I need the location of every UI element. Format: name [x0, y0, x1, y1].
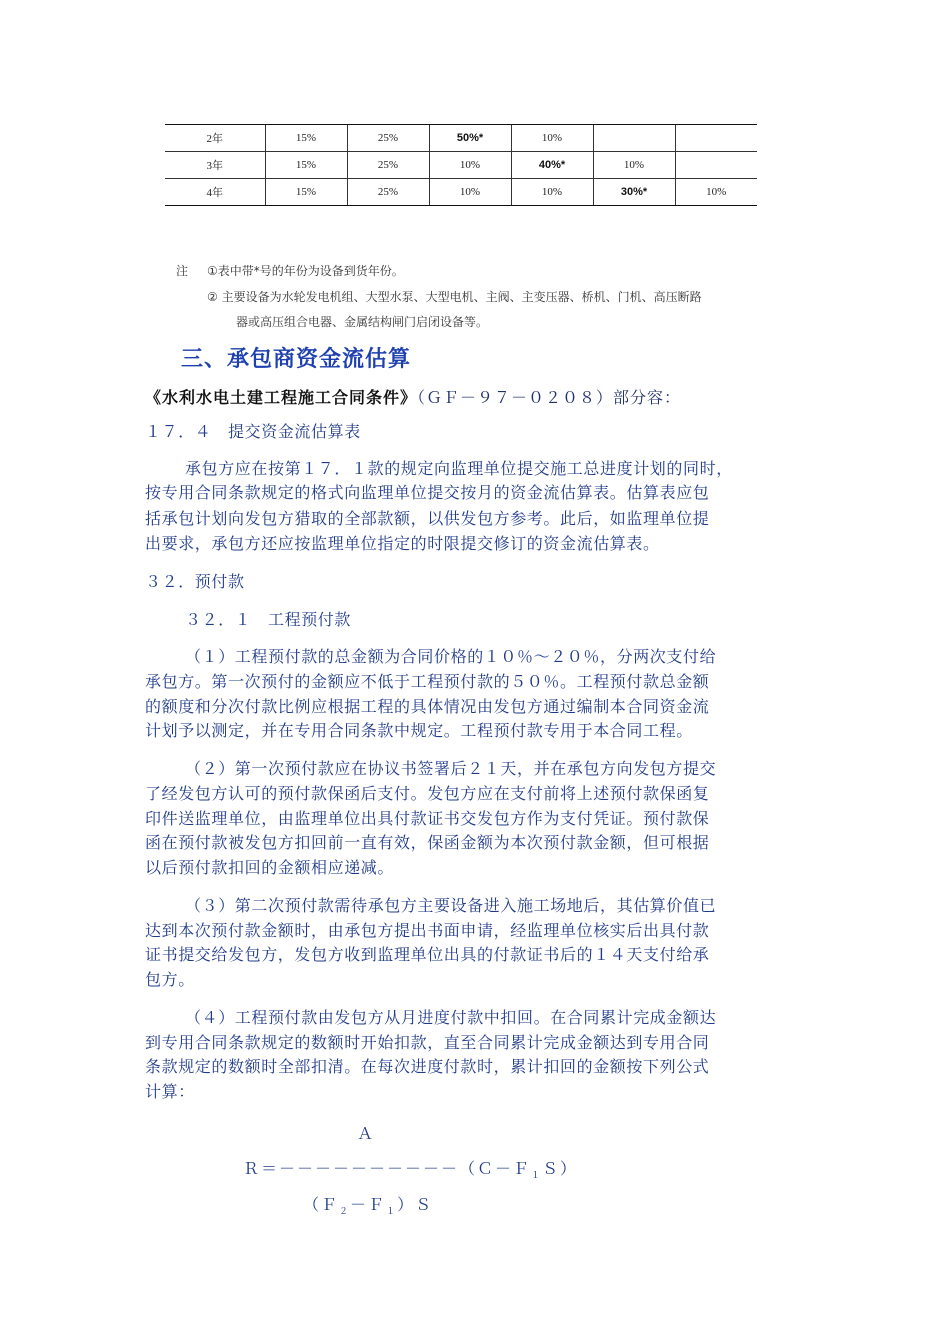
formula-lhs-tail: Ｓ） [542, 1159, 579, 1178]
clause-17-4-heading: １７．４ 提交资金流估算表 [145, 422, 361, 441]
table-cell: 10% [511, 125, 593, 152]
para-2-line-2: 了经发包方认可的预付款保函后支付。发包方应在支付前将上述预付款保函复 [145, 784, 710, 803]
note-1: ①表中带*号的年份为设备到货年份。 [207, 264, 404, 278]
formula-denominator [303, 1192, 433, 1217]
formula-sub-1: １ [531, 1171, 543, 1182]
clause-32-1-heading: ３２．１ 工程预付款 [185, 610, 352, 629]
note-2-line-1: ② 主要设备为水轮发电机组、大型水泵、大型电机、主阀、主变压器、桥机、门机、高压断路 [207, 290, 702, 304]
table-cell-year: 3年 [165, 152, 265, 179]
table-row [165, 125, 757, 152]
formula-den-b: －Ｆ [350, 1195, 387, 1214]
table-cell-year: 2年 [165, 125, 265, 152]
para-2-line-4: 函在预付款被发包方扣回前一直有效，保函金额为本次预付款金额，但可根据 [145, 833, 710, 852]
table-cell: 40%* [511, 152, 593, 179]
para-1-line-3: 的额度和分次付款比例应根据工程的具体情况由发包方通过编制本合同资金流 [145, 697, 710, 716]
para-3-line-2: 达到本次预付款金额时，由承包方提出书面申请，经监理单位核实后出具付款 [145, 921, 710, 940]
table-cell: 10% [593, 152, 675, 179]
clause-32-heading: ３２．预付款 [145, 572, 245, 591]
para-1-line-1: （１）工程预付款的总金额为合同价格的１０％～２０％，分两次支付给 [185, 647, 717, 666]
para-1-line-2: 承包方。第一次预付的金额应不低于工程预付款的５０％。工程预付款总金额 [145, 672, 710, 691]
para-17-4-line-2: 按专用合同条款规定的格式向监理单位提交按月的资金流估算表。估算表应包 [145, 483, 710, 502]
formula-main-line [243, 1156, 578, 1181]
para-4-line-1: （４）工程预付款由发包方从月进度付款中扣回。在合同累计完成金额达 [185, 1008, 717, 1027]
table-cell [593, 125, 675, 152]
para-17-4-line-1: 承包方应在按第１７．１款的规定向监理单位提交施工总进度计划的同时， [185, 459, 733, 478]
allocation-table [165, 124, 757, 206]
table-cell: 25% [347, 179, 429, 206]
table-cell: 15% [265, 179, 347, 206]
table-cell: 15% [265, 152, 347, 179]
para-17-4-line-4: 出要求，承包方还应按监理单位指定的时限提交修订的资金流估算表。 [145, 534, 660, 553]
table-cell [675, 152, 757, 179]
table-cell [675, 125, 757, 152]
formula-sub-2: ２ [339, 1207, 351, 1218]
table-cell: 10% [675, 179, 757, 206]
formula-den-c: ）Ｓ [397, 1195, 434, 1214]
table-cell: 25% [347, 152, 429, 179]
reference-book-title: 《水利水电土建工程施工合同条件》 [145, 388, 418, 407]
para-2-line-3: 印件送监理单位，由监理单位出具付款证书交发包方作为支付凭证。预付款保 [145, 809, 710, 828]
table-cell: 10% [429, 179, 511, 206]
formula-den-a: （Ｆ [303, 1195, 340, 1214]
note-label: 注 [176, 264, 189, 278]
table-cell-year: 4年 [165, 179, 265, 206]
table-cell: 15% [265, 125, 347, 152]
para-2-line-5: 以后预付款扣回的金额相应递减。 [145, 858, 395, 877]
table-cell: 30%* [593, 179, 675, 206]
para-3-line-3: 证书提交给发包方，发包方收到监理单位出具的付款证书后的１４天支付给承 [145, 945, 710, 964]
formula-lhs: Ｒ＝－－－－－－－－－－（Ｃ－Ｆ [243, 1159, 532, 1178]
para-4-line-2: 到专用合同条款规定的数额时开始扣款，直至合同累计完成金额达到专用合同 [145, 1033, 710, 1052]
note-2-line-2: 器或高压组合电器、金属结构闸门启闭设备等。 [236, 315, 489, 329]
formula-numerator: Ａ [357, 1124, 376, 1143]
para-2-line-1: （２）第一次预付款应在协议书签署后２１天，并在承包方向发包方提交 [185, 759, 717, 778]
table-cell: 25% [347, 125, 429, 152]
para-4-line-4: 计算： [145, 1082, 195, 1101]
para-3-line-4: 包方。 [145, 970, 195, 989]
para-1-line-4: 计划予以测定，并在专用合同条款中规定。工程预付款专用于本合同工程。 [145, 721, 693, 740]
table-cell: 10% [429, 152, 511, 179]
table-row [165, 179, 757, 206]
para-4-line-3: 条款规定的数额时全部扣清。在每次进度付款时，累计扣回的金额按下列公式 [145, 1057, 710, 1076]
table-cell: 10% [511, 179, 593, 206]
table-cell: 50%* [429, 125, 511, 152]
formula-sub-3: １ [386, 1207, 398, 1218]
para-17-4-line-3: 括承包计划向发包方猎取的全部款额，以供发包方参考。此后，如监理单位提 [145, 509, 710, 528]
para-3-line-1: （３）第二次预付款需待承包方主要设备进入施工场地后，其估算价值已 [185, 896, 717, 915]
table-row [165, 152, 757, 179]
reference-rest: （ＧＦ－９７－０２０８）部分容： [417, 388, 682, 407]
reference-line [145, 385, 681, 408]
section-title: 三、承包商资金流估算 [181, 347, 412, 372]
